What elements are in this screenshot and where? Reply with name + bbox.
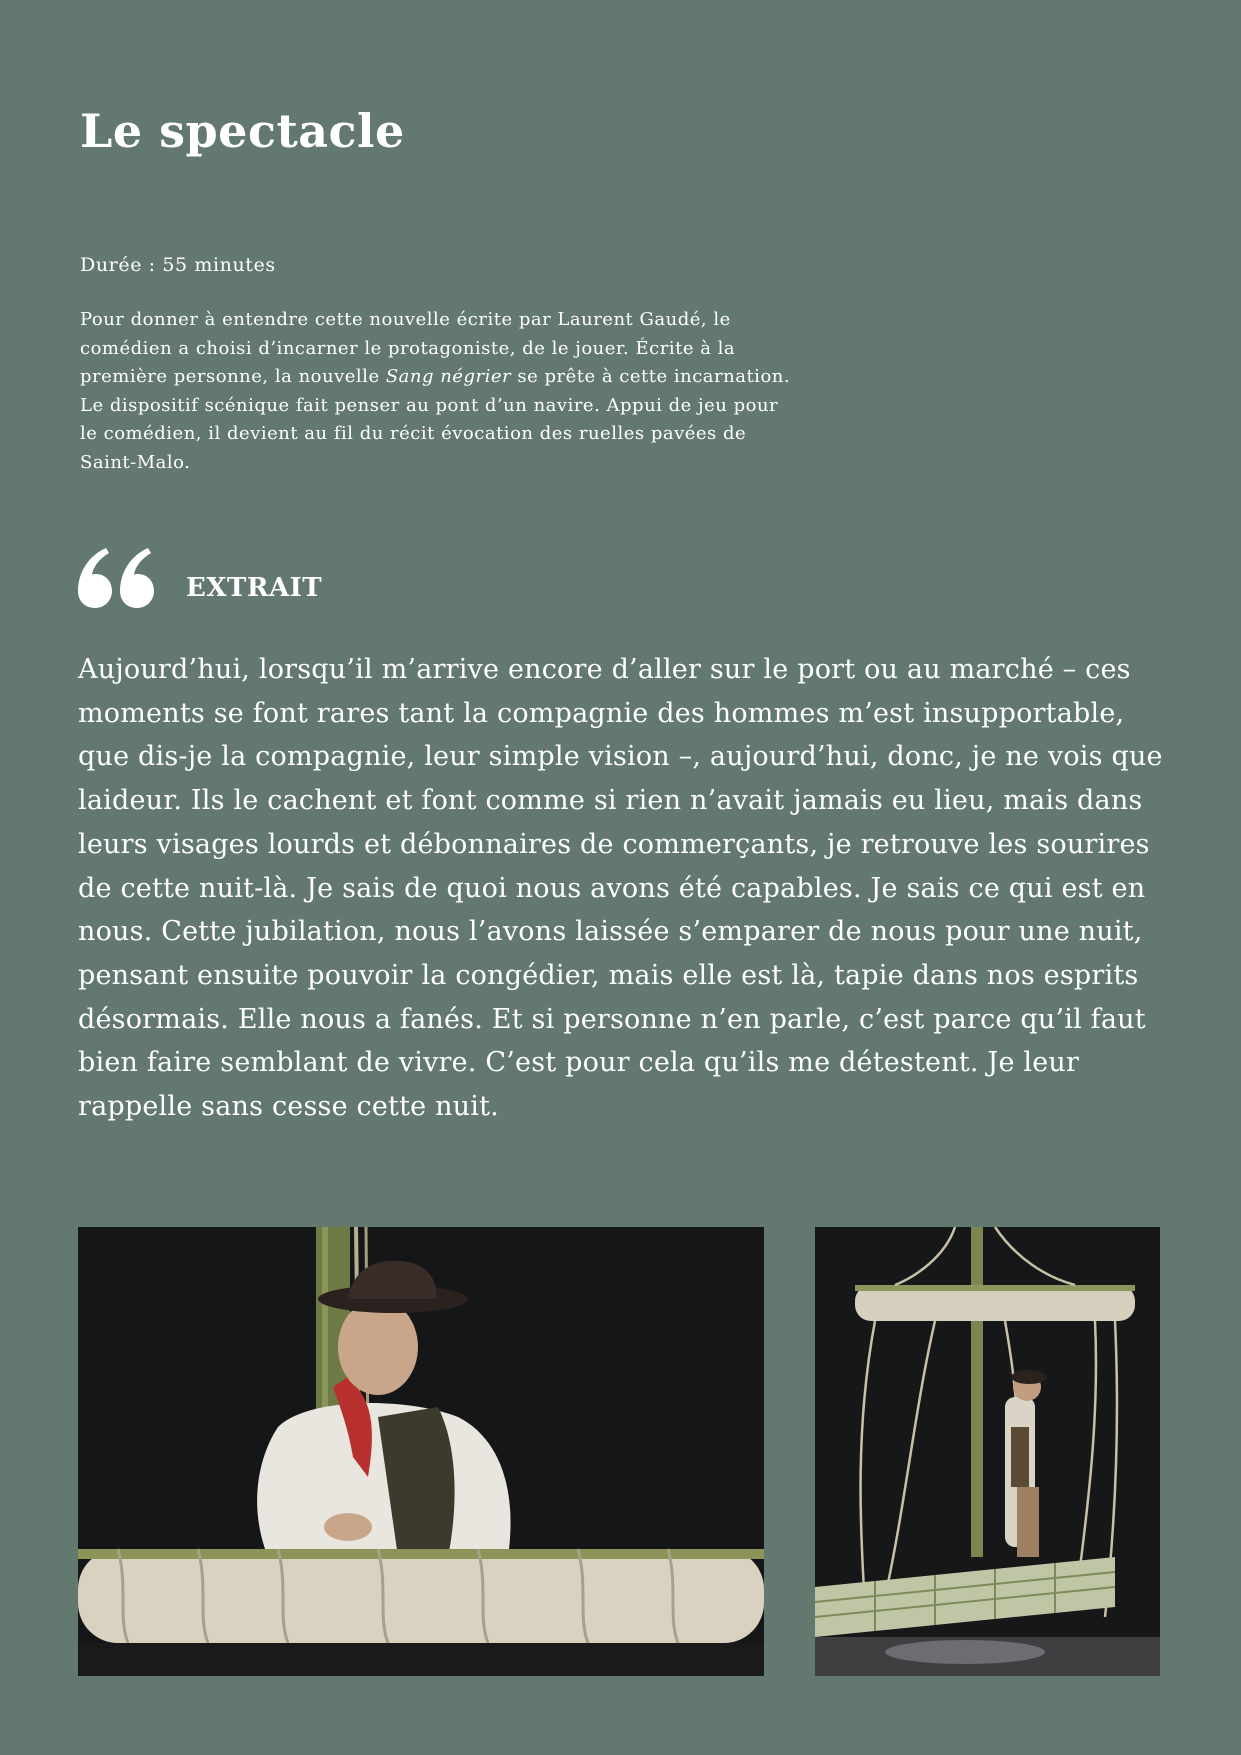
show-description bbox=[80, 306, 800, 477]
quote-icon bbox=[78, 548, 154, 608]
stage-set-photo bbox=[815, 1227, 1160, 1676]
actor-with-mast-photo bbox=[78, 1227, 764, 1676]
duration-text: Durée : 55 minutes bbox=[80, 254, 276, 276]
novel-title: Sang négrier bbox=[385, 366, 512, 387]
page-title: Le spectacle bbox=[80, 104, 405, 158]
description-part-1: Pour donner à entendre cette nouvelle écrite par Laurent Gaudé, le comédien a choisi d’incarner le protagoniste, de le jouer. Écrite à la première personne, la nouvelle bbox=[80, 309, 736, 387]
extract-quote-text: Aujourd’hui, lorsqu’il m’arrive encore d’aller sur le port ou au marché – ces moments se font rares tant la compagnie des hommes m’est insupportable, que dis-je la compagnie, leur simple vision –, aujourd’hui, donc, je ne vois que laideur. Ils le cachent et font comme si rien n’avait jamais eu lieu, mais dans leurs visages lourds et débonnaires de commerçants, je retrouve les sourires de cette nuit-là. Je sais de quoi nous avons été capables. Je sais ce qui est en nous. Cette jubilation, nous l’avons laissée s’emparer de nous pour une nuit, pensant ensuite pouvoir la congédier, mais elle est là, tapie dans nos esprits désormais. Elle nous a fanés. Et si personne n’en parle, c’est parce qu’il faut bien faire semblant de vivre. C’est pour cela qu’ils me détestent. Je leur rappelle sans cesse cette nuit. bbox=[78, 654, 1163, 1123]
description-part-2: se prête à cette incarnation. Le dispositif scénique fait penser au pont d’un navire. Appui de jeu pour le comédien, il devient au fil du récit évocation des ruelles pavées de Saint-Malo. bbox=[80, 366, 791, 473]
extract-title: EXTRAIT bbox=[186, 573, 323, 603]
